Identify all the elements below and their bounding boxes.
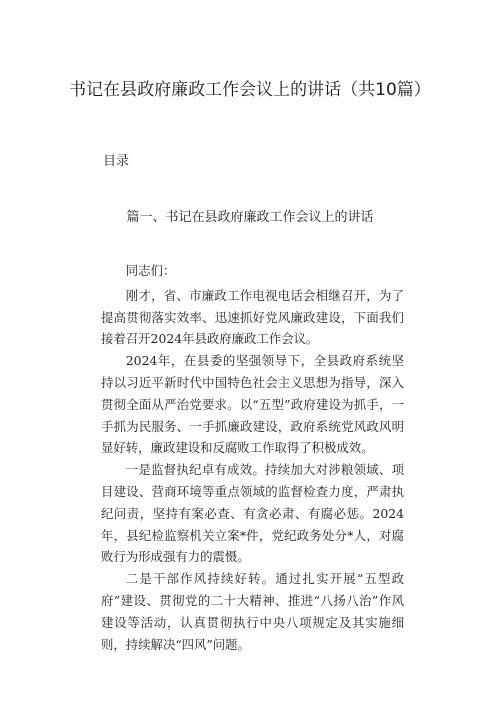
document-title: 书记在县政府廉政工作会议上的讲话（共10篇） bbox=[69, 80, 431, 100]
speech-body bbox=[101, 260, 404, 655]
toc-heading: 目录 bbox=[103, 154, 130, 169]
salutation: 同志们： bbox=[125, 263, 176, 278]
paragraph: 刚才，省、市廉政工作电视电话会相继召开，为了提高贯彻落实效率、迅速抓好党风廉政建设，下面我们接着召开2024年县政府廉政工作会议。 bbox=[101, 287, 404, 347]
section-heading: 篇一、书记在县政府廉政工作会议上的讲话 bbox=[126, 210, 374, 225]
paragraph: 2024年，在县委的坚强领导下，全县政府系统坚持以习近平新时代中国特色社会主义思想为指导，深入贯彻全面从严治党要求。以“五型”政府建设为抓手，一手抓为民服务、一手抓廉政建设，政府系统党风政风明显好转，廉政建设和反腐败工作取得了积极成效。 bbox=[101, 353, 404, 456]
paragraph: 二是干部作风持续好转。通过扎实开展“五型政府”建设、贯彻党的二十大精神、推进“八扬八治”作风建设等活动，认真贯彻执行中央八项规定及其实施细则，持续解决“四风”问题。 bbox=[101, 571, 404, 652]
paragraph: 一是监督执纪卓有成效。持续加大对涉粮领域、项目建设、营商环境等重点领域的监督检查力度，严肃执纪问责，坚持有案必查、有贪必肃、有腐必惩。2024年，县纪检监察机关立案*件，党纪政务处分*人，对腐败行为形成强有力的震慑。 bbox=[101, 462, 404, 565]
